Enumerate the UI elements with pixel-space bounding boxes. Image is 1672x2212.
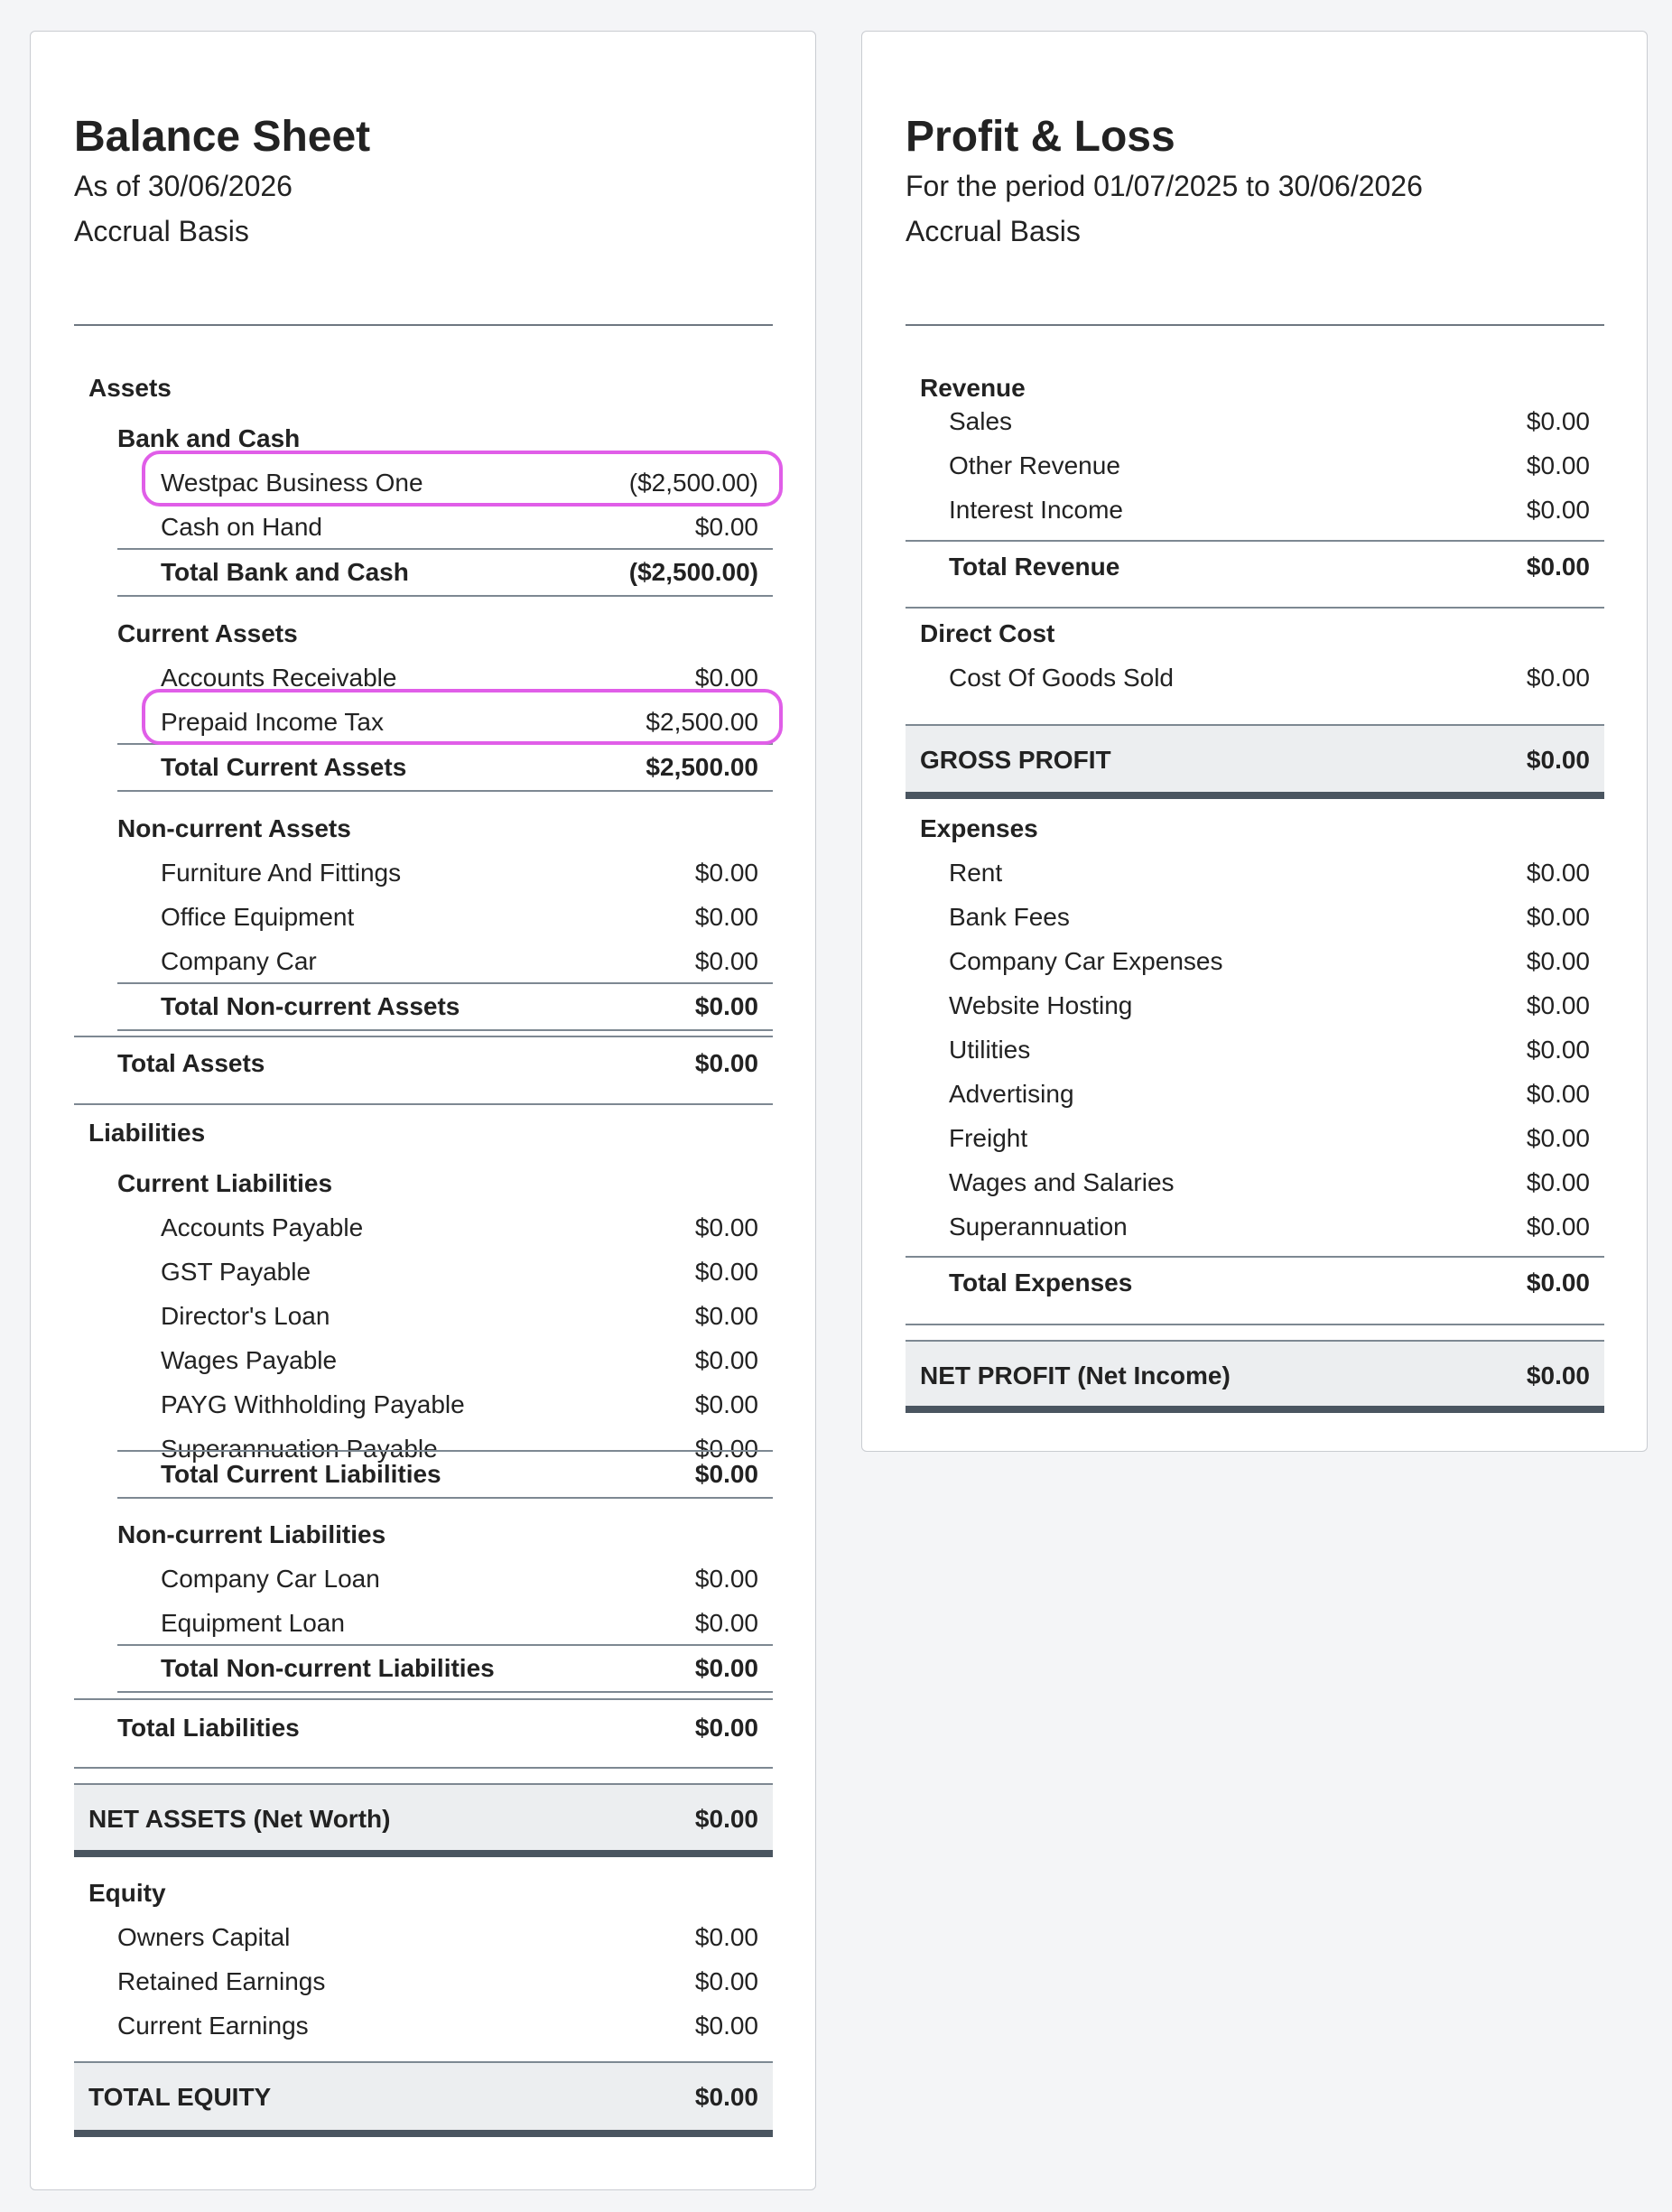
- total-rule: [74, 1036, 773, 1037]
- subtotal-rule: [117, 1497, 773, 1499]
- total-liabilities: Total Liabilities $0.00: [117, 1713, 758, 1742]
- total-rule: [906, 540, 1604, 542]
- section-revenue: Revenue: [920, 373, 1026, 402]
- subtotal-rule: [117, 1691, 773, 1693]
- balance-sheet-card: [30, 31, 816, 2190]
- account-row[interactable]: Utilities $0.00: [949, 1035, 1590, 1064]
- account-row[interactable]: Current Earnings $0.00: [117, 2011, 758, 2040]
- account-row[interactable]: PAYG Withholding Payable $0.00: [161, 1389, 758, 1418]
- account-row[interactable]: Wages and Salaries $0.00: [949, 1167, 1590, 1196]
- net-profit-row: NET PROFIT (Net Income) $0.00: [906, 1342, 1604, 1410]
- section-direct-cost: Direct Cost: [920, 618, 1055, 647]
- account-row[interactable]: Superannuation Payable $0.00: [161, 1434, 758, 1463]
- grand-total-thick-rule: [74, 2130, 773, 2137]
- section-equity: Equity: [88, 1878, 166, 1907]
- section-assets: Assets: [88, 373, 172, 402]
- grand-total-thick-rule: [906, 792, 1604, 799]
- total-rule: [906, 1256, 1604, 1258]
- account-row[interactable]: Rent $0.00: [949, 858, 1590, 887]
- account-row[interactable]: Advertising $0.00: [949, 1079, 1590, 1108]
- total-expenses: Total Expenses $0.00: [949, 1268, 1590, 1297]
- profit-loss-card: [861, 31, 1648, 1452]
- account-row[interactable]: Furniture And Fittings $0.00: [161, 858, 758, 887]
- grand-total-thick-rule: [906, 1406, 1604, 1413]
- account-row[interactable]: Other Revenue $0.00: [949, 451, 1590, 479]
- balance-sheet-title: Balance Sheet: [74, 113, 371, 161]
- profit-loss-content: [906, 111, 1604, 1389]
- account-row[interactable]: Superannuation $0.00: [949, 1212, 1590, 1241]
- account-row[interactable]: Accounts Payable $0.00: [161, 1213, 758, 1241]
- total-rule: [906, 1324, 1604, 1325]
- total-rule: [906, 607, 1604, 609]
- group-non-current-assets: Non-current Assets: [117, 813, 351, 842]
- section-expenses: Expenses: [920, 813, 1038, 842]
- header-divider: [74, 324, 773, 326]
- profit-loss-basis: Accrual Basis: [906, 215, 1081, 247]
- subtotal-bank-and-cash: Total Bank and Cash ($2,500.00): [161, 557, 758, 586]
- account-row[interactable]: GST Payable $0.00: [161, 1257, 758, 1286]
- total-rule: [74, 1698, 773, 1700]
- account-row[interactable]: Equipment Loan $0.00: [161, 1608, 758, 1637]
- group-bank-and-cash: Bank and Cash: [117, 423, 301, 452]
- profit-loss-title: Profit & Loss: [906, 113, 1175, 161]
- subtotal-rule: [117, 1029, 773, 1031]
- total-equity-row: TOTAL EQUITY $0.00: [74, 2063, 773, 2132]
- group-current-liabilities: Current Liabilities: [117, 1168, 333, 1197]
- account-row[interactable]: Accounts Receivable $0.00: [161, 663, 758, 692]
- account-row[interactable]: Retained Earnings $0.00: [117, 1966, 758, 1995]
- balance-sheet-basis: Accrual Basis: [74, 215, 249, 247]
- account-row[interactable]: Website Hosting $0.00: [949, 990, 1590, 1019]
- account-row[interactable]: Owners Capital $0.00: [117, 1922, 758, 1951]
- balance-sheet-date: As of 30/06/2026: [74, 170, 293, 202]
- subtotal-non-current-assets: Total Non-current Assets $0.00: [161, 991, 758, 1020]
- subtotal-rule: [117, 790, 773, 792]
- group-non-current-liabilities: Non-current Liabilities: [117, 1520, 386, 1548]
- account-row[interactable]: Sales $0.00: [949, 406, 1590, 435]
- account-row[interactable]: Company Car Loan $0.00: [161, 1564, 758, 1593]
- total-rule: [74, 1767, 773, 1769]
- account-row[interactable]: Cost Of Goods Sold $0.00: [949, 663, 1590, 692]
- grand-total-thick-rule: [74, 1850, 773, 1857]
- section-liabilities: Liabilities: [88, 1118, 206, 1147]
- account-row[interactable]: Freight $0.00: [949, 1123, 1590, 1152]
- balance-sheet-content: [74, 111, 773, 2111]
- account-row[interactable]: Interest Income $0.00: [949, 495, 1590, 524]
- group-current-assets: Current Assets: [117, 618, 298, 647]
- total-assets: Total Assets $0.00: [117, 1048, 758, 1077]
- subtotal-current-assets: Total Current Assets $2,500.00: [161, 752, 758, 781]
- subtotal-non-current-liabilities: Total Non-current Liabilities $0.00: [161, 1653, 758, 1682]
- account-row[interactable]: Cash on Hand $0.00: [161, 512, 758, 541]
- gross-profit-row: GROSS PROFIT $0.00: [906, 726, 1604, 795]
- subtotal-current-liabilities: Total Current Liabilities $0.00: [161, 1459, 758, 1488]
- net-assets-row: NET ASSETS (Net Worth) $0.00: [74, 1785, 773, 1854]
- total-rule: [74, 1103, 773, 1105]
- account-row[interactable]: Office Equipment $0.00: [161, 902, 758, 931]
- account-row[interactable]: Prepaid Income Tax $2,500.00: [161, 707, 758, 736]
- account-row[interactable]: Company Car Expenses $0.00: [949, 946, 1590, 975]
- header-divider: [906, 324, 1604, 326]
- account-row[interactable]: Company Car $0.00: [161, 946, 758, 975]
- subtotal-rule: [117, 595, 773, 597]
- account-row[interactable]: Westpac Business One ($2,500.00): [161, 468, 758, 497]
- account-row[interactable]: Bank Fees $0.00: [949, 902, 1590, 931]
- profit-loss-period: For the period 01/07/2025 to 30/06/2026: [906, 170, 1423, 202]
- account-row[interactable]: Wages Payable $0.00: [161, 1345, 758, 1374]
- account-row[interactable]: Director's Loan $0.00: [161, 1301, 758, 1330]
- total-revenue: Total Revenue $0.00: [949, 552, 1590, 581]
